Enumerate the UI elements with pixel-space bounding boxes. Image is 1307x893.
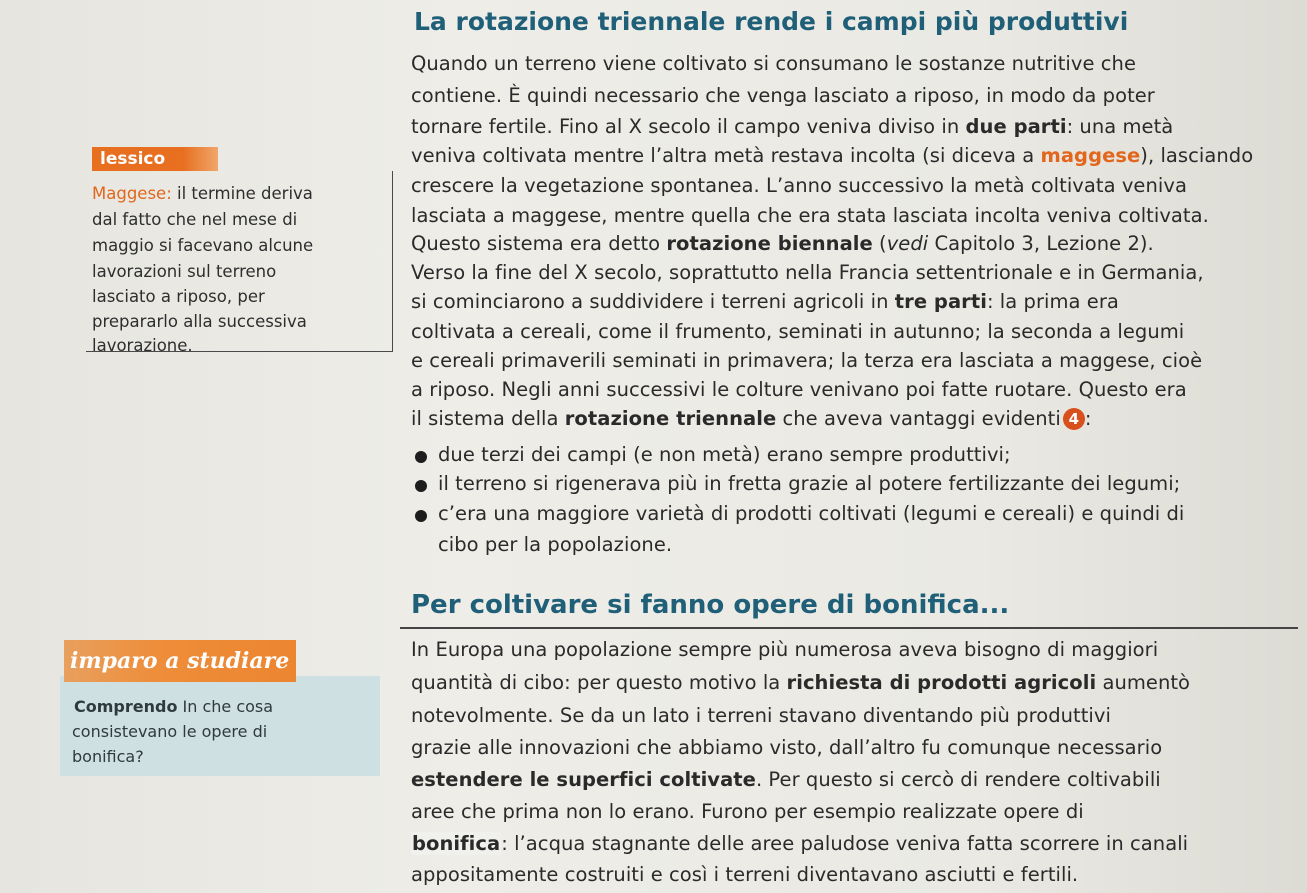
gloss-line: dal fatto che nel mese di bbox=[92, 210, 298, 229]
section-heading-bonifica: Per coltivare si fanno opere di bonifica... bbox=[411, 590, 1010, 620]
body-line: il sistema della rotazione triennale che aveva vantaggi evidenti 4 : bbox=[411, 407, 1092, 430]
gloss-term: Maggese: bbox=[92, 184, 172, 203]
section-divider bbox=[400, 627, 1298, 629]
body-line: In Europa una popolazione sempre più numerosa aveva bisogno di maggiori bbox=[411, 638, 1159, 661]
term-bonifica: bonifica bbox=[412, 832, 501, 855]
gloss-line: lavorazione. bbox=[92, 336, 193, 355]
bullet-item-continuation: cibo per la popolazione. bbox=[438, 533, 673, 556]
body-line: appositamente costruiti e così i terreni diventavano asciutti e fertili. bbox=[411, 863, 1079, 886]
section-heading-rotazione: La rotazione triennale rende i campi più produttivi bbox=[414, 7, 1129, 36]
bullet-icon bbox=[415, 510, 427, 522]
body-line: contiene. È quindi necessario che venga lasciato a riposo, in modo da poter bbox=[411, 84, 1155, 107]
gloss-line: maggio si facevano alcune bbox=[92, 236, 314, 255]
study-question-line: bonifica? bbox=[72, 747, 144, 766]
body-line: veniva coltivata mentre l’altra metà restava incolta (si diceva a maggese), lasciando bbox=[411, 144, 1254, 167]
body-line: quantità di cibo: per questo motivo la richiesta di prodotti agricoli aumentò bbox=[411, 671, 1191, 694]
term-maggese: maggese bbox=[1040, 144, 1141, 167]
body-line: lasciata a maggese, mentre quella che era stata lasciata incolta veniva coltivata. bbox=[411, 204, 1209, 227]
body-line: crescere la vegetazione spontanea. L’anno successivo la metà coltivata veniva bbox=[411, 174, 1187, 197]
bullet-icon bbox=[415, 480, 427, 492]
body-line: Quando un terreno viene coltivato si consumano le sostanze nutritive che bbox=[411, 52, 1136, 75]
figure-number-badge[interactable]: 4 bbox=[1063, 408, 1085, 430]
body-line: Verso la fine del X secolo, soprattutto nella Francia settentrionale e in Germania, bbox=[411, 261, 1204, 284]
lessico-tab: lessico bbox=[92, 147, 218, 171]
study-lead: Comprendo bbox=[74, 697, 178, 716]
study-question-line: Comprendo In che cosa bbox=[74, 697, 274, 716]
body-line: a riposo. Negli anni successivi le colture venivano poi fatte ruotare. Questo era bbox=[411, 378, 1187, 401]
gloss-line: Maggese: il termine deriva bbox=[92, 184, 313, 203]
study-question-line: consistevano le opere di bbox=[72, 722, 268, 741]
bullet-item: due terzi dei campi (e non metà) erano sempre produttivi; bbox=[438, 443, 1011, 466]
body-line: bonifica: l’acqua stagnante delle aree paludose veniva fatta scorrere in canali bbox=[412, 832, 1189, 855]
body-line: grazie alle innovazioni che abbiamo visto, dall’altro fu comunque necessario bbox=[411, 736, 1163, 759]
study-tab: imparo a studiare bbox=[64, 640, 296, 682]
body-line: notevolmente. Se da un lato i terreni stavano diventando più produttivi bbox=[411, 704, 1111, 727]
body-line: si cominciarono a suddividere i terreni agricoli in tre parti: la prima era bbox=[411, 290, 1119, 313]
body-line: Questo sistema era detto rotazione biennale (vedi Capitolo 3, Lezione 2). bbox=[411, 232, 1154, 255]
body-line: estendere le superfici coltivate. Per questo si cercò di rendere coltivabili bbox=[411, 768, 1161, 791]
bullet-item: c’era una maggiore varietà di prodotti coltivati (legumi e cereali) e quindi di bbox=[438, 502, 1185, 525]
bullet-item: il terreno si rigenerava più in fretta grazie al potere fertilizzante dei legumi; bbox=[438, 472, 1181, 495]
gloss-line: prepararlo alla successiva bbox=[92, 312, 307, 331]
body-line: tornare fertile. Fino al X secolo il campo veniva diviso in due parti: una metà bbox=[411, 115, 1174, 138]
bullet-icon bbox=[415, 451, 427, 463]
body-line: e cereali primaverili seminati in primavera; la terza era lasciata a maggese, cioè bbox=[411, 349, 1203, 372]
gloss-line: lasciato a riposo, per bbox=[92, 287, 265, 306]
body-line: aree che prima non lo erano. Furono per esempio realizzate opere di bbox=[411, 800, 1084, 823]
body-line: coltivata a cereali, come il frumento, seminati in autunno; la seconda a legumi bbox=[411, 320, 1185, 343]
gloss-line: lavorazioni sul terreno bbox=[92, 262, 277, 281]
